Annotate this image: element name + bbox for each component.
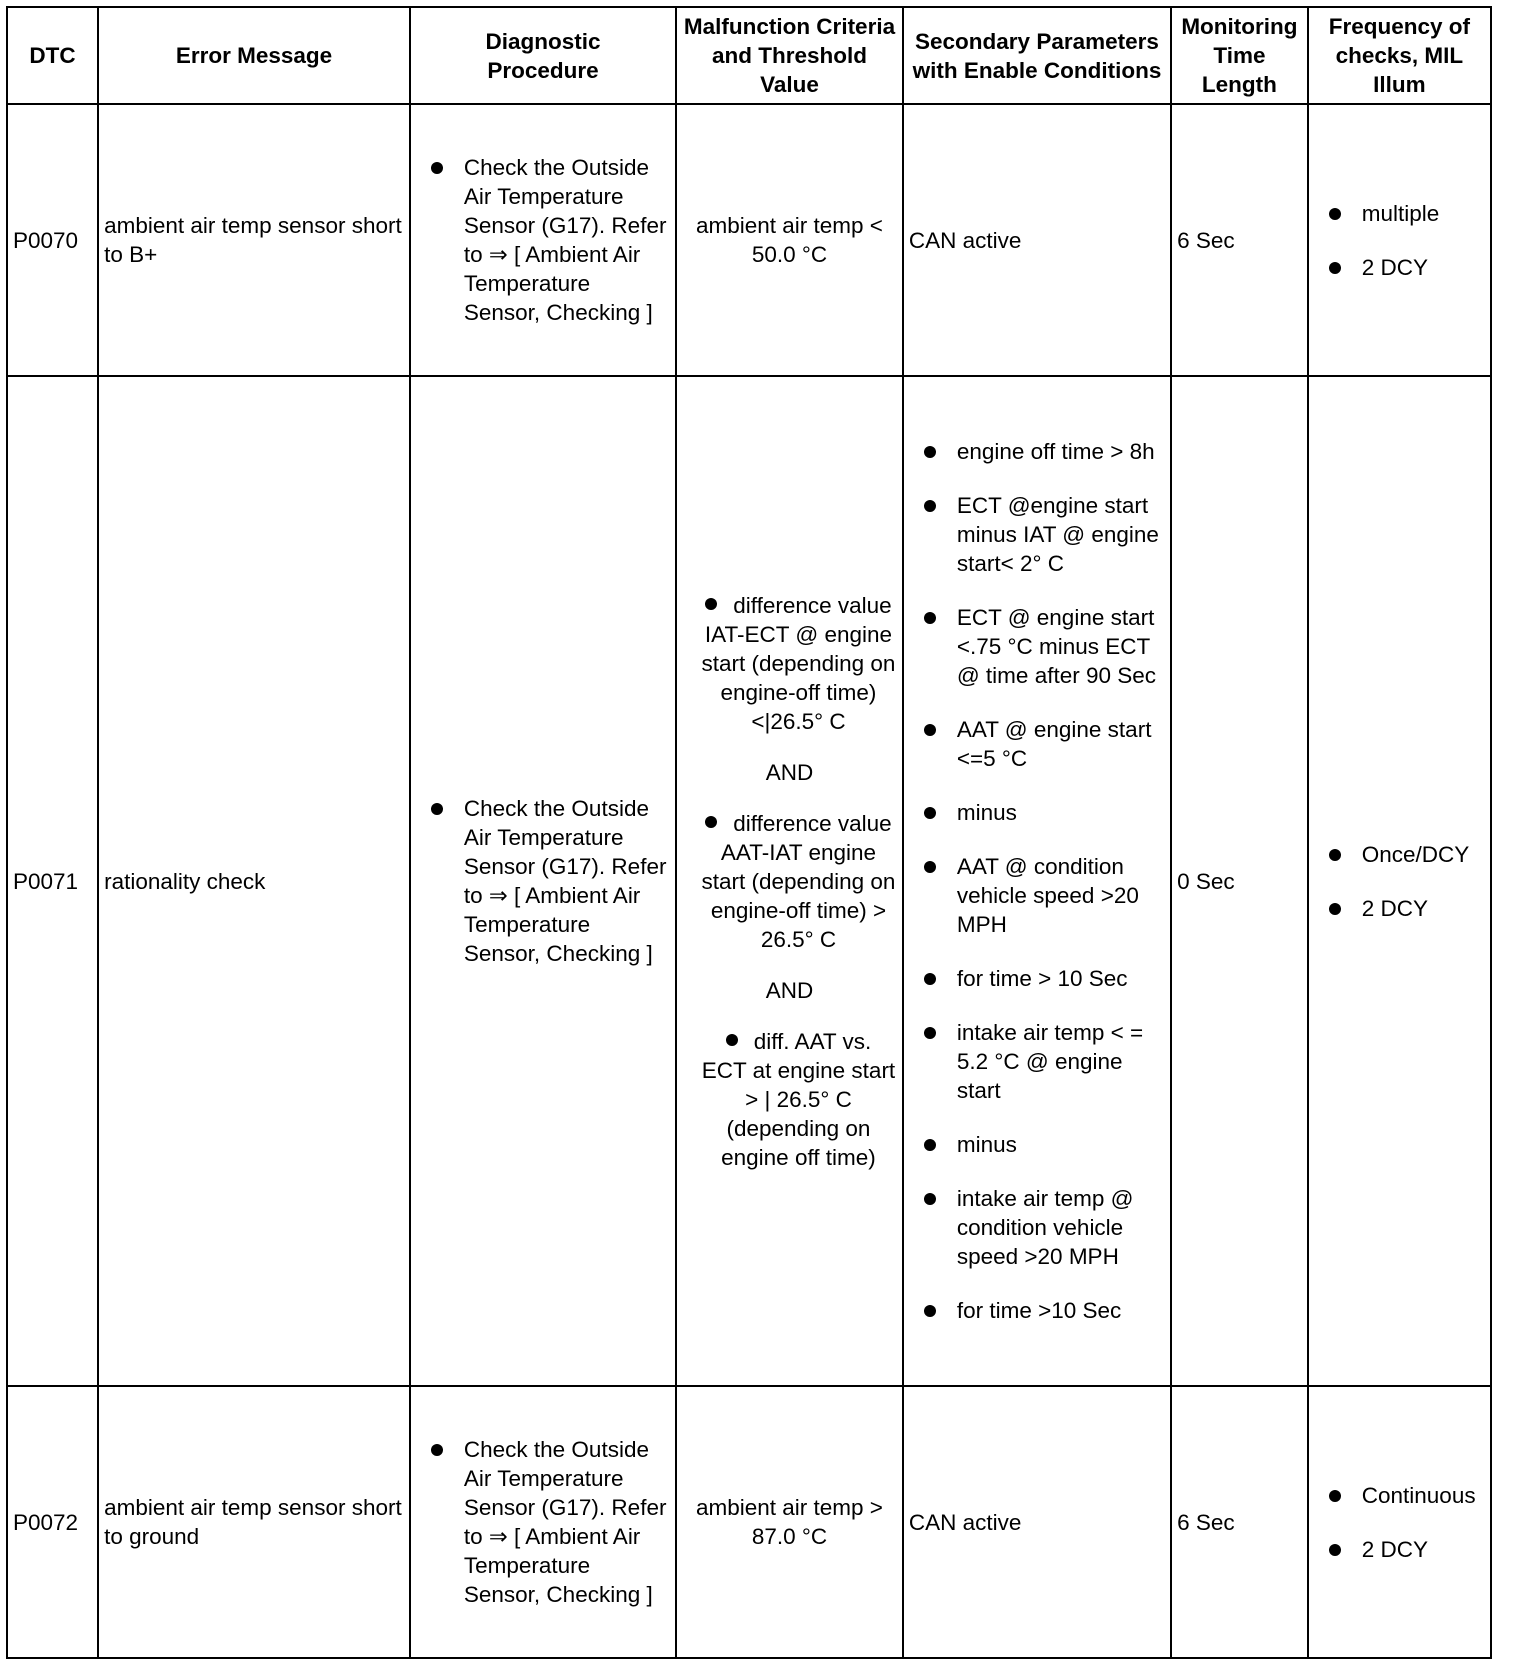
monitoring-time: 6 Sec: [1171, 104, 1308, 376]
secondary-parameters: [903, 376, 1171, 1386]
and-connector: AND: [765, 977, 814, 1003]
secondary-parameter-item: minus: [909, 1130, 1165, 1159]
diagnostic-procedure-item: Check the Outside Air Temperature Sensor (G17). Refer to ⇒ [ Ambient Air Temperature Sensor, Checking ]: [416, 153, 670, 327]
diagnostic-procedure-item: Check the Outside Air Temperature Sensor (G17). Refer to ⇒ [ Ambient Air Temperature Sensor, Checking ]: [416, 794, 670, 968]
secondary-parameters: CAN active: [903, 1386, 1171, 1658]
diagnostic-procedure-list: [416, 153, 670, 327]
secondary-parameters: CAN active: [903, 104, 1171, 376]
error-message: ambient air temp sensor short to ground: [98, 1386, 410, 1658]
diagnostic-procedure: [410, 1386, 676, 1658]
header-diagnostic-procedure: [410, 7, 676, 104]
bullet-icon: [705, 598, 717, 610]
header-monitoring-time: Monitoring Time Length: [1171, 7, 1308, 104]
malfunction-criteria: [676, 376, 903, 1386]
table-row-p0070: [7, 104, 1491, 376]
secondary-parameter-item: intake air temp < = 5.2 °C @ engine start: [909, 1018, 1165, 1105]
header-secondary-parameters: Secondary Parameters with Enable Conditions: [903, 7, 1171, 104]
secondary-parameter-item: intake air temp @ condition vehicle speed >20 MPH: [909, 1184, 1165, 1271]
frequency-item: Continuous: [1314, 1481, 1485, 1510]
frequency-list: [1314, 840, 1485, 923]
secondary-parameter-item: engine off time > 8h: [909, 437, 1165, 466]
malfunction-criteria-item-text: difference value IAT-ECT @ engine start (depending on engine-off time) <|26.5° C: [701, 592, 896, 734]
dtc-code: P0070: [7, 104, 98, 376]
malfunction-criteria: [676, 104, 903, 376]
and-connector: AND: [765, 759, 814, 785]
frequency-item: Once/DCY: [1314, 840, 1485, 869]
header-dtc: DTC: [7, 7, 98, 104]
frequency: [1308, 104, 1491, 376]
malfunction-criteria-item: [682, 1027, 897, 1172]
malfunction-criteria-item: [682, 809, 897, 954]
malfunction-criteria-item-text: difference value AAT-IAT engine start (depending on engine-off time) > 26.5° C: [701, 810, 896, 952]
frequency-item: 2 DCY: [1314, 253, 1485, 282]
error-message: rationality check: [98, 376, 410, 1386]
malfunction-criteria-list: [682, 1027, 897, 1172]
frequency: [1308, 1386, 1491, 1658]
secondary-parameter-item: ECT @ engine start <.75 °C minus ECT @ time after 90 Sec: [909, 603, 1165, 690]
diagnostic-procedure-list: [416, 1435, 670, 1609]
frequency-item: 2 DCY: [1314, 894, 1485, 923]
monitoring-time: 6 Sec: [1171, 1386, 1308, 1658]
secondary-parameter-item: AAT @ condition vehicle speed >20 MPH: [909, 852, 1165, 939]
frequency-list: [1314, 1481, 1485, 1564]
secondary-parameter-item: AAT @ engine start <=5 °C: [909, 715, 1165, 773]
frequency-item: 2 DCY: [1314, 1535, 1485, 1564]
malfunction-criteria: [676, 1386, 903, 1658]
dtc-code: P0071: [7, 376, 98, 1386]
monitoring-time: 0 Sec: [1171, 376, 1308, 1386]
diagnostic-procedure-item: Check the Outside Air Temperature Sensor (G17). Refer to ⇒ [ Ambient Air Temperature Sensor, Checking ]: [416, 1435, 670, 1609]
dtc-table-container: [6, 6, 1492, 1659]
frequency-item: multiple: [1314, 199, 1485, 228]
malfunction-criteria-item: [682, 591, 897, 736]
diagnostic-procedure-list: [416, 794, 670, 968]
header-malfunction-criteria: Malfunction Criteria and Threshold Value: [676, 7, 903, 104]
malfunction-criteria-list: [682, 591, 897, 736]
malfunction-criteria-list: [682, 809, 897, 954]
diagnostic-procedure: [410, 376, 676, 1386]
bullet-icon: [705, 816, 717, 828]
secondary-parameter-item: for time >10 Sec: [909, 1296, 1165, 1325]
header-diagnostic-procedure-text: Diagnostic Procedure: [485, 28, 601, 83]
table-row-p0071: [7, 376, 1491, 1386]
secondary-parameter-item: minus: [909, 798, 1165, 827]
table-row-p0072: [7, 1386, 1491, 1658]
header-frequency: Frequency of checks, MIL Illum: [1308, 7, 1491, 104]
secondary-parameter-item: for time > 10 Sec: [909, 964, 1165, 993]
secondary-parameters-list: [909, 437, 1165, 1325]
malfunction-criteria-text: ambient air temp < 50.0 °C: [695, 213, 883, 267]
header-row: [7, 7, 1491, 104]
frequency: [1308, 376, 1491, 1386]
dtc-table: [6, 6, 1492, 1659]
frequency-list: [1314, 199, 1485, 282]
malfunction-criteria-text: ambient air temp > 87.0 °C: [695, 1495, 883, 1549]
dtc-code: P0072: [7, 1386, 98, 1658]
secondary-parameter-item: ECT @engine start minus IAT @ engine start< 2° C: [909, 491, 1165, 578]
error-message: ambient air temp sensor short to B+: [98, 104, 410, 376]
diagnostic-procedure: [410, 104, 676, 376]
bullet-icon: [726, 1034, 738, 1046]
header-error-message: Error Message: [98, 7, 410, 104]
malfunction-criteria-item-text: diff. AAT vs. ECT at engine start > | 26.5° C (depending on engine off time): [701, 1028, 896, 1170]
